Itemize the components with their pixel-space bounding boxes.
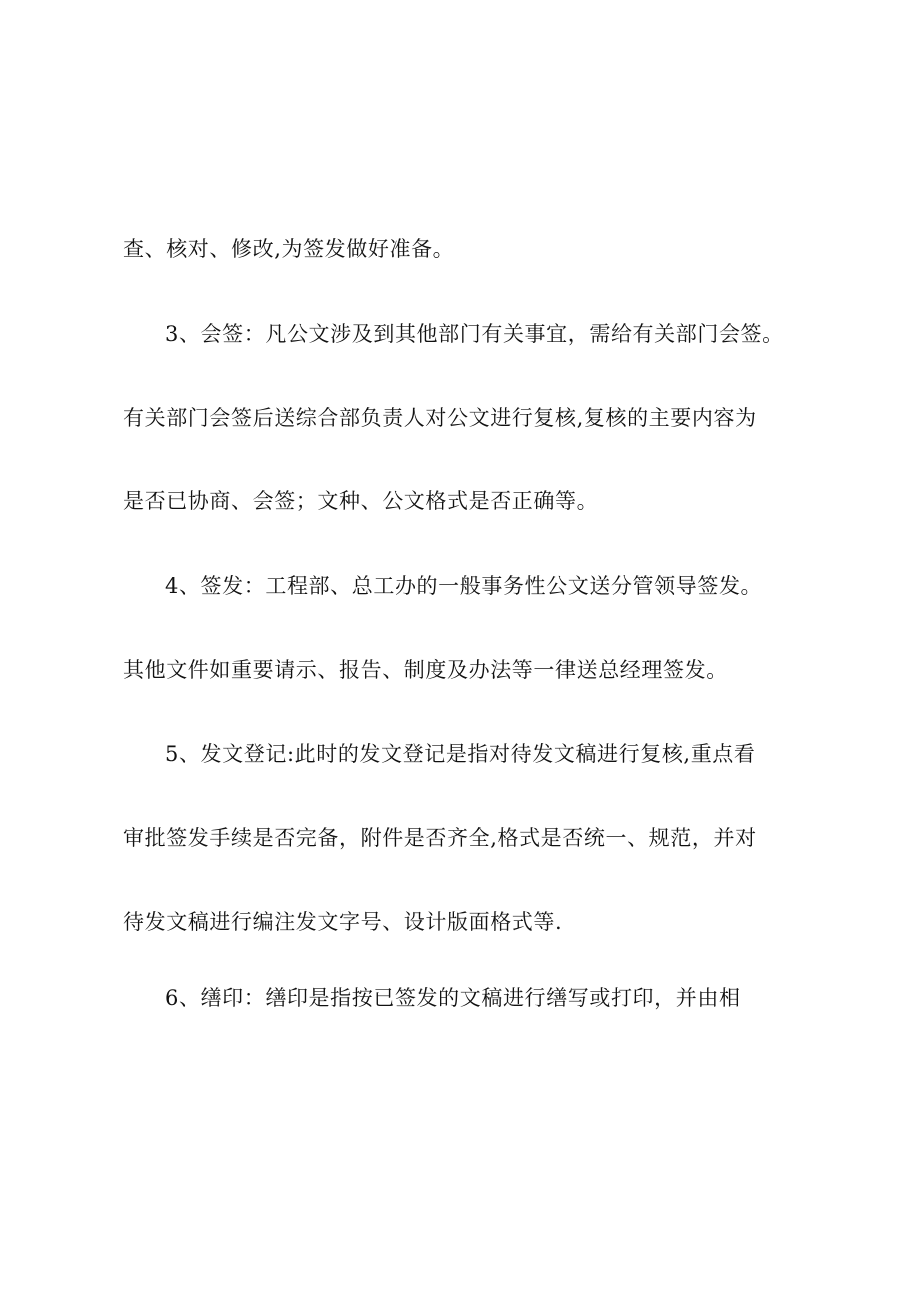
text-line: 查、核对、修改,为签发做好准备。 <box>123 237 455 261</box>
text-line: 3、会签：凡公文涉及到其他部门有关事宜，需给有关部门会签。 <box>165 322 784 346</box>
text-line: 其他文件如重要请示、报告、制度及办法等一律送总经理签发。 <box>123 658 728 682</box>
text-line: 5、发文登记:此时的发文登记是指对待发文稿进行复核,重点看 <box>165 742 756 766</box>
text-line: 审批签发手续是否完备，附件是否齐全,格式是否统一、规范，并对 <box>123 826 757 850</box>
text-line: 6、缮印：缮印是指按已签发的文稿进行缮写或打印，并由相 <box>165 986 741 1010</box>
text-line: 是否已协商、会签；文种、公文格式是否正确等。 <box>123 489 599 513</box>
text-line: 4、签发：工程部、总工办的一般事务性公文送分管领导签发。 <box>165 574 763 598</box>
text-line: 待发文稿进行编注发文字号、设计版面格式等. <box>123 910 563 934</box>
text-line: 有关部门会签后送综合部负责人对公文进行复核,复核的主要内容为 <box>123 406 757 430</box>
